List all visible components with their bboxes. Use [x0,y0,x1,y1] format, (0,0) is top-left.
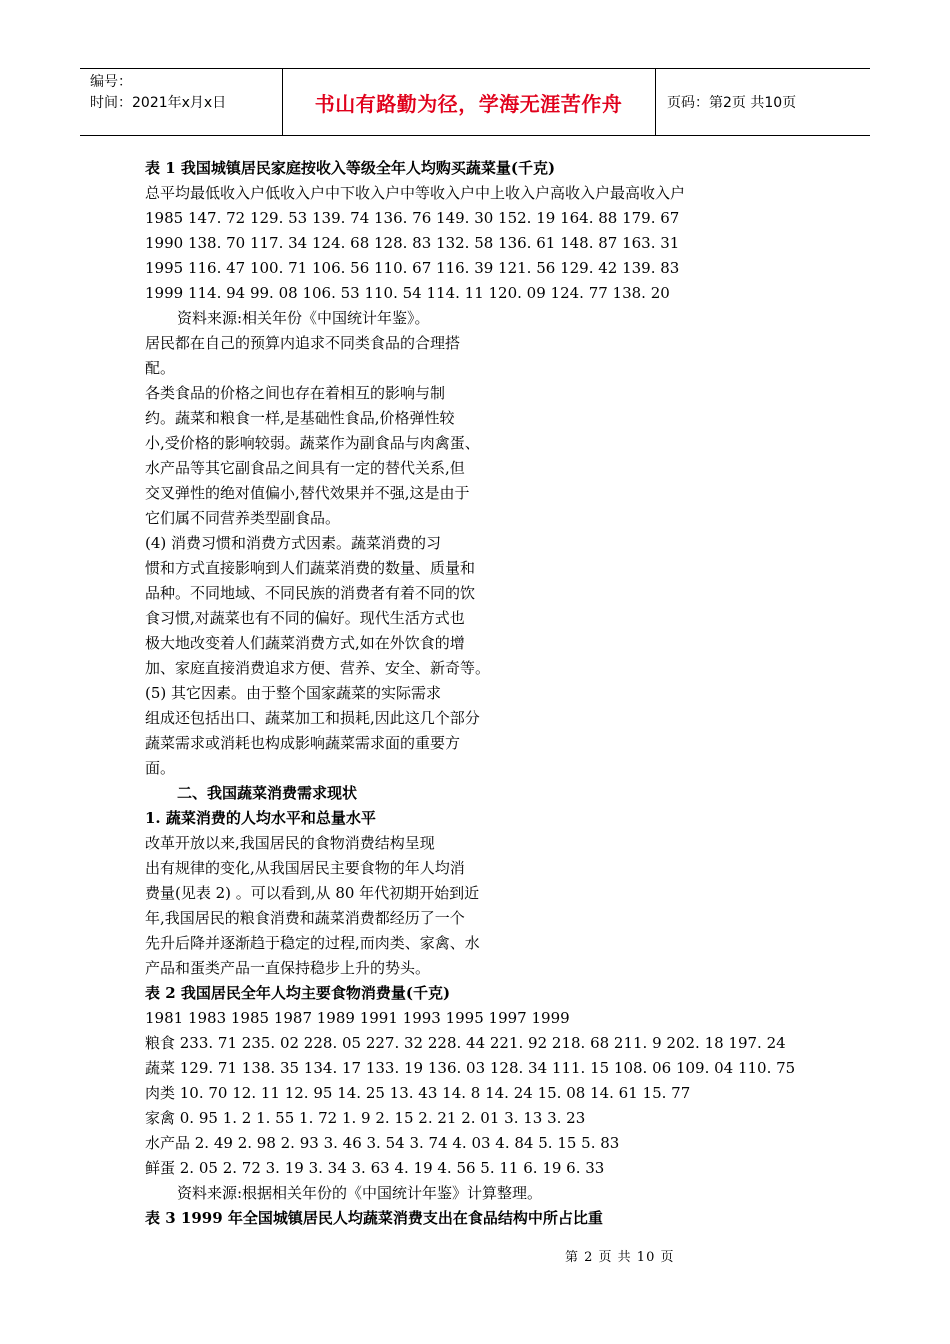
text-line: 各类食品的价格之间也存在着相互的影响与制 [145,384,446,402]
page-footer: 第 2 页 共 10 页 [565,1250,675,1265]
text-line: 配。 [145,359,176,377]
text-line: 品种。不同地域、不同民族的消费者有着不同的饮 [145,584,476,602]
header-meta [90,72,226,114]
text-line: 总平均最低收入户低收入户中下收入户中等收入户中上收入户高收入户最高收入户 [145,184,686,202]
text-line: 加、家庭直接消费追求方便、营养、安全、新奇等。 [145,659,491,677]
text-line: 组成还包括出口、蔬菜加工和损耗,因此这几个部分 [145,709,480,727]
section-heading: 二、我国蔬菜消费需求现状 [177,784,358,802]
text-line: 1995 116. 47 100. 71 106. 56 110. 67 116. 39 121. 56 129. 42 139. 83 [145,259,680,277]
section-heading: 表 2 我国居民全年人均主要食物消费量(千克) [145,984,451,1002]
time-label: 时间：2021年x月x日 [90,95,227,111]
text-line: 肉类 10. 70 12. 11 12. 95 14. 25 13. 43 14. 8 14. 24 15. 08 14. 61 15. 77 [145,1084,691,1102]
text-line: 交叉弹性的绝对值偏小,替代效果并不强,这是由于 [145,484,470,502]
document-body [145,156,845,1231]
text-line: 水产品等其它副食品之间具有一定的替代关系,但 [145,459,465,477]
text-line: 蔬菜 129. 71 138. 35 134. 17 133. 19 136. 03 128. 34 111. 15 108. 06 109. 04 110. 75 [145,1059,796,1077]
header-page-info: 页码：第2页 共10页 [667,95,797,111]
text-line: 家禽 0. 95 1. 2 1. 55 1. 72 1. 9 2. 15 2. 21 2. 01 3. 13 3. 23 [145,1109,586,1127]
text-line: 水产品 2. 49 2. 98 2. 93 3. 46 3. 54 3. 74 4. 03 4. 84 5. 15 5. 83 [145,1134,620,1152]
text-line: 蔬菜需求或消耗也构成影响蔬菜需求面的重要方 [145,734,461,752]
text-line: 1999 114. 94 99. 08 106. 53 110. 54 114. 11 120. 09 124. 77 138. 20 [145,284,670,302]
text-line: (5) 其它因素。由于整个国家蔬菜的实际需求 [145,684,442,702]
text-line: 资料来源:相关年份《中国统计年鉴》。 [177,309,430,327]
text-line: 年,我国居民的粮食消费和蔬菜消费都经历了一个 [145,909,465,927]
text-line: 极大地改变着人们蔬菜消费方式,如在外饮食的增 [145,634,465,652]
text-line: 改革开放以来,我国居民的食物消费结构呈现 [145,834,435,852]
text-line: 鲜蛋 2. 05 2. 72 3. 19 3. 34 3. 63 4. 19 4. 56 5. 11 6. 19 6. 33 [145,1159,605,1177]
text-line: 1985 147. 72 129. 53 139. 74 136. 76 149. 30 152. 19 164. 88 179. 67 [145,209,680,227]
text-line: 1981 1983 1985 1987 1989 1991 1993 1995 1997 1999 [145,1009,570,1027]
text-line: 食习惯,对蔬菜也有不同的偏好。现代生活方式也 [145,609,465,627]
text-line: 面。 [145,759,176,777]
header-divider [655,69,656,135]
text-line: 它们属不同营养类型副食品。 [145,509,341,527]
text-line: 先升后降并逐渐趋于稳定的过程,而肉类、家禽、水 [145,934,480,952]
header-table [80,68,870,136]
text-line: 出有规律的变化,从我国居民主要食物的年人均消 [145,859,465,877]
text-line: 1990 138. 70 117. 34 124. 68 128. 83 132. 58 136. 61 148. 87 163. 31 [145,234,680,252]
section-heading: 表 1 我国城镇居民家庭按收入等级全年人均购买蔬菜量(千克) [145,159,556,177]
text-line: 小,受价格的影响较弱。蔬菜作为副食品与肉禽蛋、 [145,434,480,452]
text-line: (4) 消费习惯和消费方式因素。蔬菜消费的习 [145,534,442,552]
number-label: 编号： [90,74,132,90]
text-line: 粮食 233. 71 235. 02 228. 05 227. 32 228. 44 221. 92 218. 68 211. 9 202. 18 197. 24 [145,1034,786,1052]
text-line: 约。蔬菜和粮食一样,是基础性食品,价格弹性较 [145,409,455,427]
section-heading: 表 3 1999 年全国城镇居民人均蔬菜消费支出在食品结构中所占比重 [145,1209,603,1227]
text-line: 资料来源:根据相关年份的《中国统计年鉴》计算整理。 [177,1184,543,1202]
text-line: 产品和蛋类产品一直保持稳步上升的势头。 [145,959,431,977]
text-line: 居民都在自己的预算内追求不同类食品的合理搭 [145,334,461,352]
section-heading: 1. 蔬菜消费的人均水平和总量水平 [145,809,376,827]
text-line: 费量(见表 2) 。可以看到,从 80 年代初期开始到近 [145,884,480,902]
text-line: 惯和方式直接影响到人们蔬菜消费的数量、质量和 [145,559,476,577]
header-motto: 书山有路勤为径，学海无涯苦作舟 [314,91,623,116]
